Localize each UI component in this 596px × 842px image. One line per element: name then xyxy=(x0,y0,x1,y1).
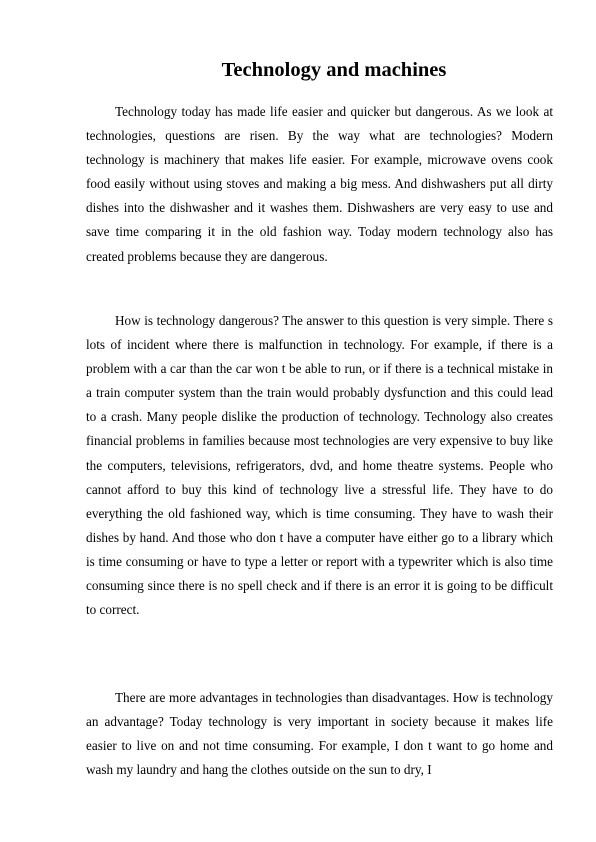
document-title: Technology and machines xyxy=(221,59,447,81)
paragraph-3: There are more advantages in technologies than disadvantages. How is technology an advantage? Today technology is very important in society because it makes life easier to live on and not time consuming. For example, I don t want to go home and wash my laundry and hang the clothes outside on the sun to dry, I xyxy=(86,690,553,778)
paragraph-1: Technology today has made life easier and quicker but dangerous. As we look at technologies, questions are risen. By the way what are technologies? Modern technology is machinery that makes life easier. For example, microwave ovens cook food easily without using stoves and making a big mess. And dishwashers put all dirty dishes into the dishwasher and it washes them. Dishwashers are very easy to use and save time comparing it in the old fashion way. Today modern technology also has created problems because they are dangerous. xyxy=(86,104,553,264)
paragraph-2: How is technology dangerous? The answer to this question is very simple. There s lots of incident where there is malfunction in technology. For example, if there is a problem with a car than the car won t be able to run, or if there is a technical mistake in a train computer system than the train would probably dysfunction and this could lead to a crash. Many people dislike the production of technology. Technology also creates financial problems in families because most technologies are very expensive to buy like the computers, televisions, refrigerators, dvd, and home theatre systems. People who cannot afford to buy this kind of technology live a stressful life. They have to do everything the old fashioned way, which is time consuming. They have to wash their dishes by hand. And those who don t have a computer have either go to a library which is time consuming or have to type a letter or report with a typewriter which is also time consuming since there is no spell check and if there is an error it is going to be difficult to correct. xyxy=(86,313,553,618)
